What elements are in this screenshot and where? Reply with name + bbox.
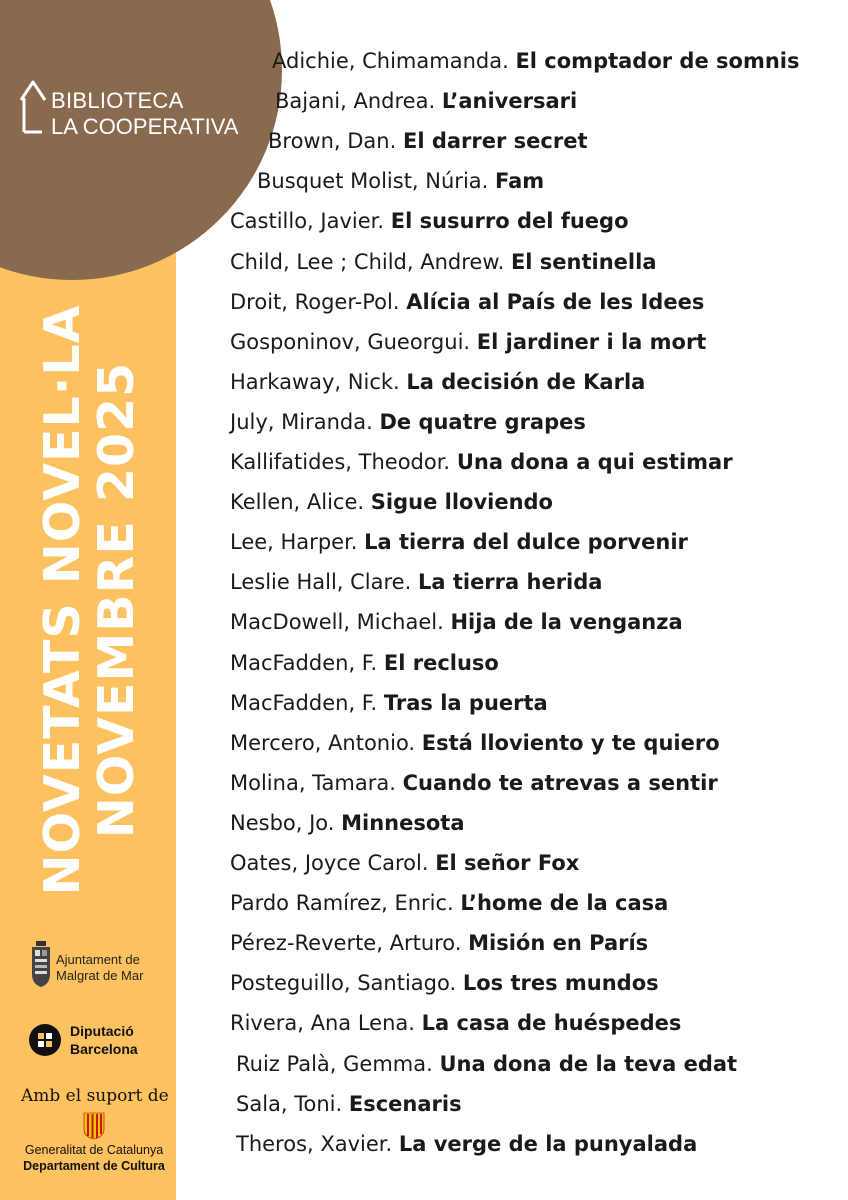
book-entry [230,770,718,796]
book-entry [230,449,733,475]
book-title: Los tres mundos [462,971,659,996]
book-entry [230,569,602,595]
book-entry [230,730,720,756]
book-title: La tierra herida [417,570,603,595]
book-author: Posteguillo, Santiago. [230,971,457,996]
book-title: La casa de huéspedes [421,1011,682,1036]
book-title: Una dona de la teva edat [439,1051,738,1076]
book-title: La decisión de Karla [406,369,646,394]
book-title: Minnesota [341,810,465,835]
book-entry [236,1091,462,1117]
book-author: Molina, Tamara. [230,770,396,795]
book-author: Adichie, Chimamanda. [272,49,509,73]
book-entry [268,128,588,154]
book-entry [230,930,648,956]
book-title: Alícia al País de les Idees [406,289,705,314]
book-author: Leslie Hall, Clare. [230,570,412,595]
book-title: Escenaris [348,1091,462,1116]
book-title: Cuando te atrevas a sentir [402,770,718,795]
page-title-line1: NOVETATS NOVEL·LA [34,304,92,896]
book-title: Está lloviento y te quiero [421,730,720,755]
diputacio-line2: Barcelona [70,1041,138,1057]
book-author: Bajani, Andrea. [275,89,436,114]
book-author: Ruiz Palà, Gemma. [236,1051,433,1076]
book-title: El señor Fox [435,851,580,875]
book-title: El susurro del fuego [390,209,629,234]
ajuntament-line2: Malgrat de Mar [56,968,144,983]
book-author: Lee, Harper. [230,530,358,555]
book-author: Mercero, Antonio. [230,730,416,755]
book-author: Busquet Molist, Núria. [257,169,489,194]
book-entry [236,1131,697,1157]
logo-text-line2: LA COOPERATIVA [51,114,239,139]
book-author: Child, Lee ; Child, Andrew. [230,249,505,274]
page-title-line2: NOVEMBRE 2025 [88,361,145,839]
diputacio-line1: Diputació [70,1023,134,1039]
book-entry [236,1051,737,1077]
ajuntament-line1: Ajuntament de [56,952,140,967]
book-title: L’home de la casa [460,891,669,916]
book-title: El comptador de somnis [515,49,800,73]
book-title: De quatre grapes [379,409,586,434]
book-entry [275,88,577,114]
book-title: El recluso [383,650,499,675]
book-entry [230,249,657,275]
book-title: El jardiner i la mort [476,329,707,354]
book-author: Harkaway, Nick. [230,369,400,394]
logo-text-line1: BIBLIOTECA [51,88,184,113]
book-entry [230,970,659,996]
book-author: Nesbo, Jo. [230,810,335,835]
book-entry [230,369,645,395]
book-entry [230,690,548,716]
book-author: Pardo Ramírez, Enric. [230,891,454,916]
book-entry [230,329,706,355]
book-title: El sentinella [510,249,657,274]
book-title: Hija de la venganza [450,610,683,635]
book-title: Tras la puerta [383,690,548,715]
book-author: Theros, Xavier. [236,1131,393,1156]
book-entry [230,289,704,315]
book-entry [230,890,668,916]
book-entry [257,168,544,194]
book-entry [230,208,629,234]
book-title: Misión en París [468,931,649,956]
book-entry [230,529,688,555]
book-author: Pérez-Reverte, Arturo. [230,931,462,956]
book-entry [230,650,499,676]
book-author: Brown, Dan. [268,129,397,154]
book-title: Una dona a qui estimar [456,450,733,474]
book-author: Droit, Roger-Pol. [230,289,400,314]
support-label: Amb el suport de [21,1086,169,1106]
generalitat-line2: Departament de Cultura [23,1159,165,1173]
book-entry [230,489,553,515]
book-author: Castillo, Javier. [230,209,385,234]
book-author: MacDowell, Michael. [230,610,444,635]
book-title: La verge de la punyalada [398,1131,698,1156]
book-title: El darrer secret [402,129,588,154]
book-title: La tierra del dulce porvenir [364,530,688,555]
book-entry [230,850,579,876]
book-author: Oates, Joyce Carol. [230,851,429,875]
book-title: Sigue lloviendo [370,490,553,515]
book-entry [230,609,683,635]
book-author: July, Miranda. [230,409,373,434]
book-author: MacFadden, F. [230,650,378,675]
book-entry [230,810,465,836]
book-author: Gosponinov, Gueorgui. [230,329,471,354]
book-author: MacFadden, F. [230,690,378,715]
book-entry [272,48,799,74]
book-author: Sala, Toni. [236,1091,343,1116]
book-author: Kellen, Alice. [230,490,365,515]
generalitat-line1: Generalitat de Catalunya [24,1143,164,1157]
book-entry [230,409,586,435]
book-title: Fam [495,169,545,194]
book-entry [230,1010,681,1036]
book-author: Kallifatides, Theodor. [230,450,451,474]
book-title: L’aniversari [441,89,578,114]
book-author: Rivera, Ana Lena. [230,1011,415,1036]
